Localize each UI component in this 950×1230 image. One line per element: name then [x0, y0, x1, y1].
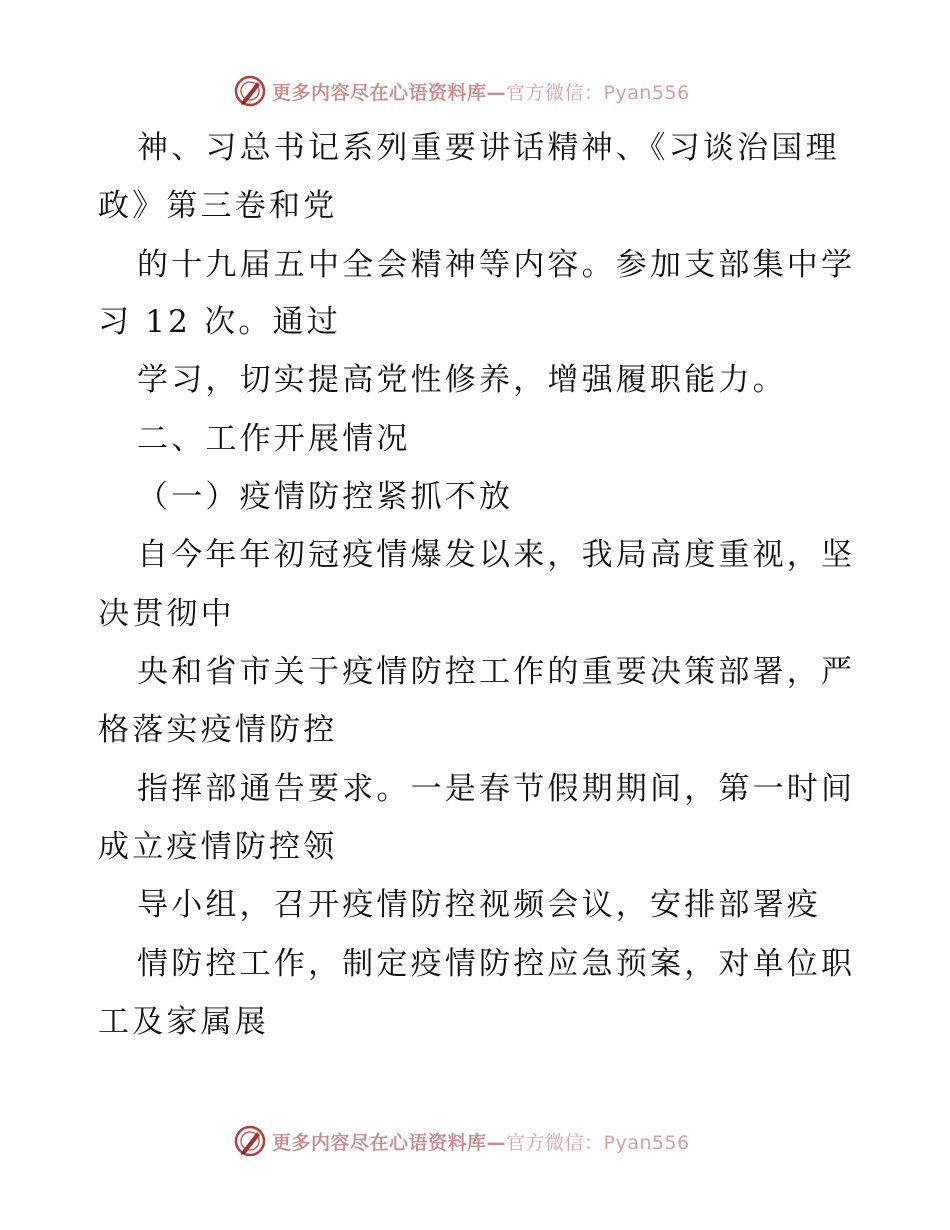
- body-line: 习 12 次。通过: [98, 304, 341, 340]
- body-line: 决贯彻中: [98, 596, 235, 632]
- footer-banner: [0, 1122, 950, 1162]
- pen-logo-icon: [233, 74, 267, 108]
- banner-wechat-text: 官方微信：Pyan556: [506, 82, 690, 104]
- section-heading: 二、工作开展情况: [137, 421, 411, 457]
- body-line: 自今年年初冠疫情爆发以来，我局高度重视，坚: [137, 537, 856, 573]
- banner-site-text: 更多内容尽在心语资料库—: [272, 1132, 507, 1154]
- body-line: 情防控工作，制定疫情防控应急预案，对单位职: [137, 946, 856, 982]
- body-line: 工及家属展: [98, 1004, 269, 1040]
- body-line: 指挥部通告要求。一是春节假期期间，第一时间: [137, 771, 856, 807]
- subsection-heading: （一）疫情防控紧抓不放: [137, 479, 514, 515]
- body-line: 神、习总书记系列重要讲话精神、《习谈治国理: [137, 130, 840, 166]
- header-banner: [0, 72, 950, 112]
- banner-site-text: 更多内容尽在心语资料库—: [272, 82, 507, 104]
- body-line: 的十九届五中全会精神等内容。参加支部集中学: [137, 247, 856, 283]
- body-line: 格落实疫情防控: [98, 712, 338, 748]
- banner-text: [272, 78, 690, 105]
- banner-text: [272, 1128, 690, 1155]
- body-line: 政》第三卷和党: [98, 188, 338, 224]
- banner-wechat-text: 官方微信：Pyan556: [506, 1132, 690, 1154]
- body-line: 央和省市关于疫情防控工作的重要决策部署，严: [137, 654, 856, 690]
- body-line: 导小组，召开疫情防控视频会议，安排部署疫: [137, 887, 821, 923]
- body-line: 成立疫情防控领: [98, 829, 338, 865]
- pen-logo-icon: [233, 1124, 267, 1158]
- body-line: 学习，切实提高党性修养，增强履职能力。: [137, 362, 787, 398]
